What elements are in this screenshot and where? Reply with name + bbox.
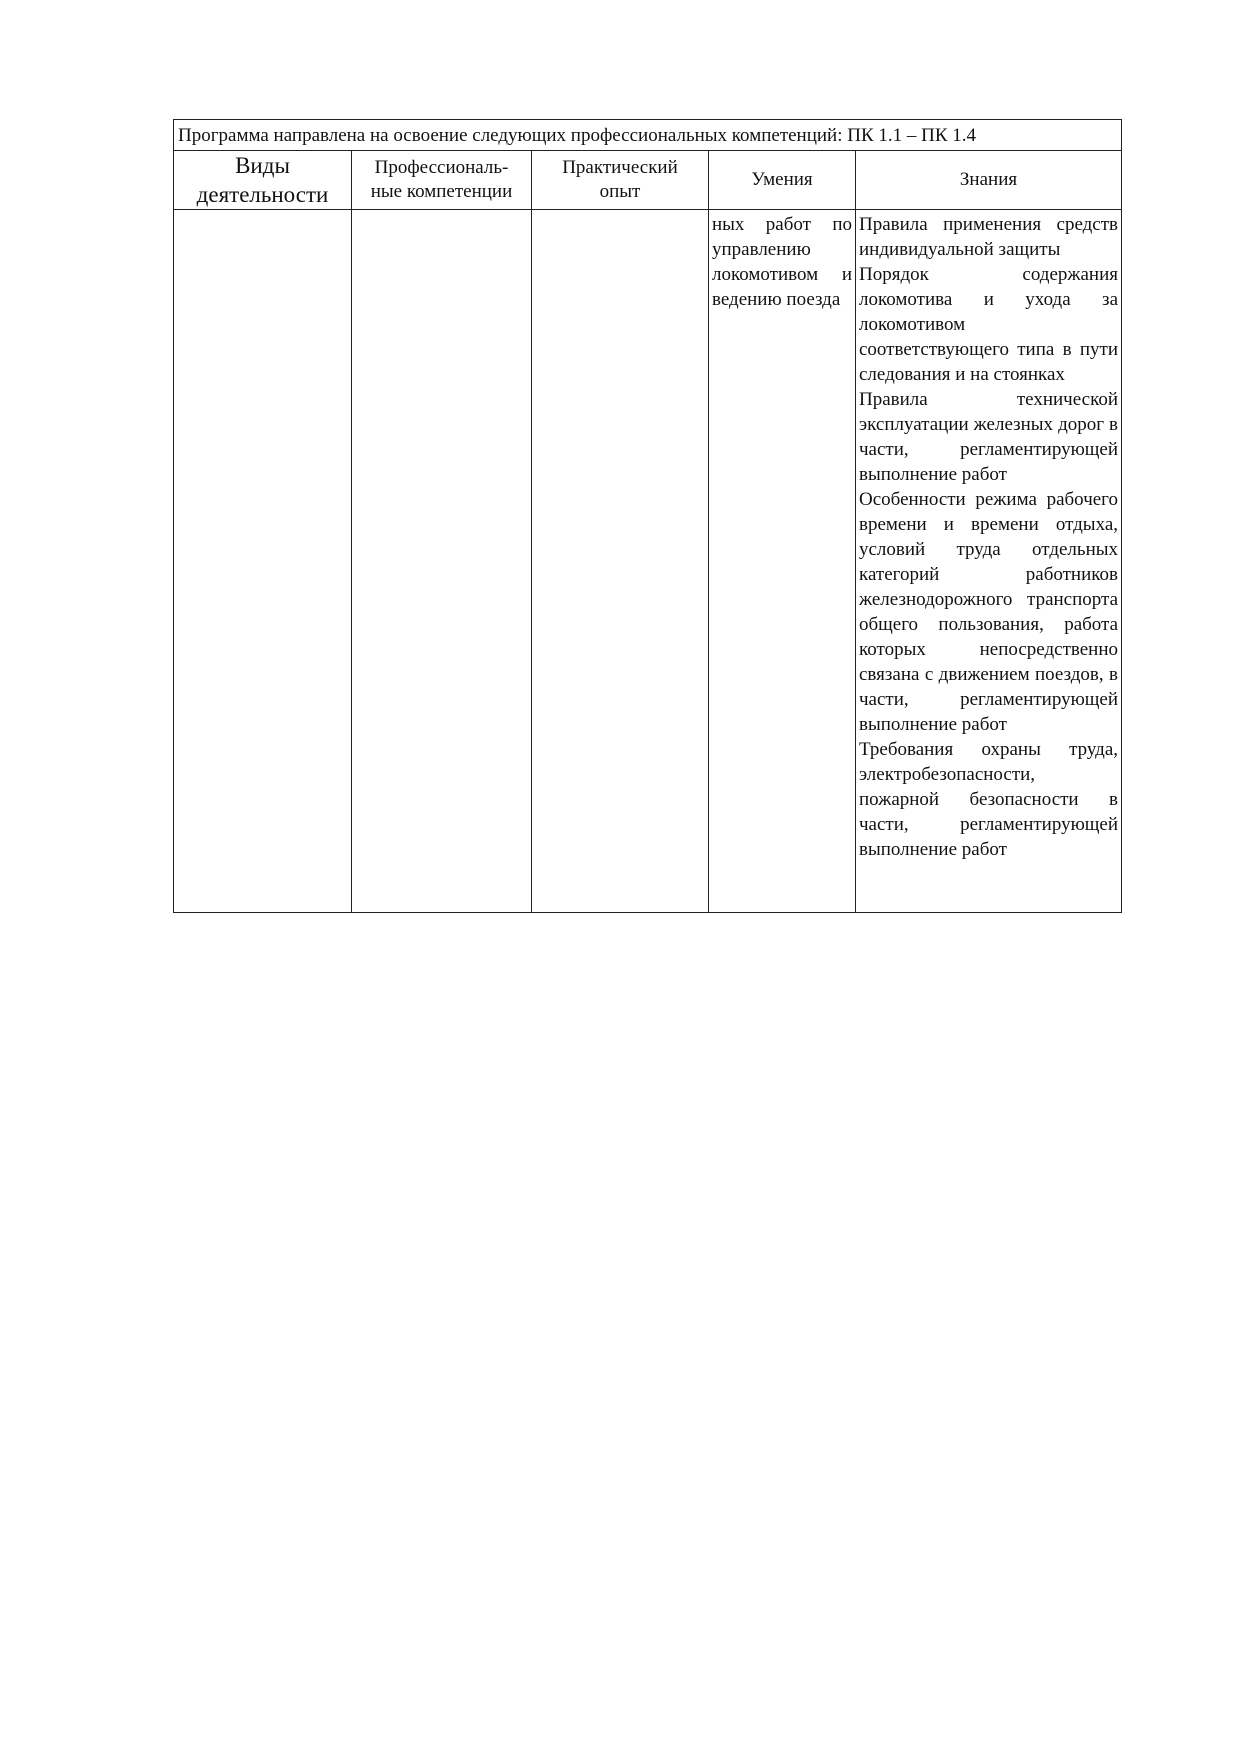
cell-activity bbox=[174, 210, 352, 913]
knowledge-item-3: Правила технической эксплуатации железных дорог в части, регламентирующей выполнение работ bbox=[859, 389, 1119, 485]
cell-knowledge bbox=[856, 210, 1122, 913]
table-caption: Программа направлена на освоение следующих профессиональных компетенций: ПК 1.1 – ПК 1.4 bbox=[174, 120, 1122, 151]
header-competencies-line2: ные компетенции bbox=[370, 181, 513, 202]
header-competencies-line1: Профессиональ- bbox=[374, 157, 509, 178]
header-skills: Умения bbox=[709, 151, 856, 210]
header-experience bbox=[532, 151, 709, 210]
knowledge-item-1: Правила применения средств индивидуальной защиты bbox=[859, 214, 1119, 260]
header-competencies bbox=[352, 151, 532, 210]
cell-competencies-text bbox=[352, 210, 531, 212]
table-row bbox=[174, 210, 1122, 913]
header-activity bbox=[174, 151, 352, 210]
cell-skills-text bbox=[709, 210, 855, 312]
header-knowledge: Знания bbox=[856, 151, 1122, 210]
header-row bbox=[174, 151, 1122, 210]
knowledge-item-4: Особенности режима рабочего времени и времени отдыха, условий труда отдельных категорий работников железнодорожного транспорта общего пользования, работа которых непосредственно связана с движением поездов, в части, регламентирующей выполнение работ bbox=[859, 489, 1119, 735]
cell-experience-text bbox=[532, 210, 708, 212]
header-activity-line2: деятельности bbox=[196, 182, 329, 207]
cell-competencies bbox=[352, 210, 532, 913]
header-experience-line2: опыт bbox=[599, 181, 641, 202]
cell-experience bbox=[532, 210, 709, 913]
caption-row bbox=[174, 120, 1122, 151]
skills-paragraph: ных работ по управлению локомотивом и ведению поезда bbox=[712, 214, 852, 310]
knowledge-item-2: Порядок содержания локомотива и ухода за локомотивом соответствующего типа в пути следования и на стоянках bbox=[859, 264, 1119, 385]
header-activity-line1: Виды bbox=[235, 153, 290, 178]
header-experience-line1: Практический bbox=[562, 157, 678, 178]
cell-activity-text bbox=[174, 210, 351, 212]
knowledge-item-5: Требования охраны труда, электробезопасности, пожарной безопасности в части, регламентирующей выполнение работ bbox=[859, 739, 1119, 860]
competency-table bbox=[173, 119, 1122, 913]
cell-skills bbox=[709, 210, 856, 913]
cell-knowledge-text bbox=[856, 210, 1121, 862]
